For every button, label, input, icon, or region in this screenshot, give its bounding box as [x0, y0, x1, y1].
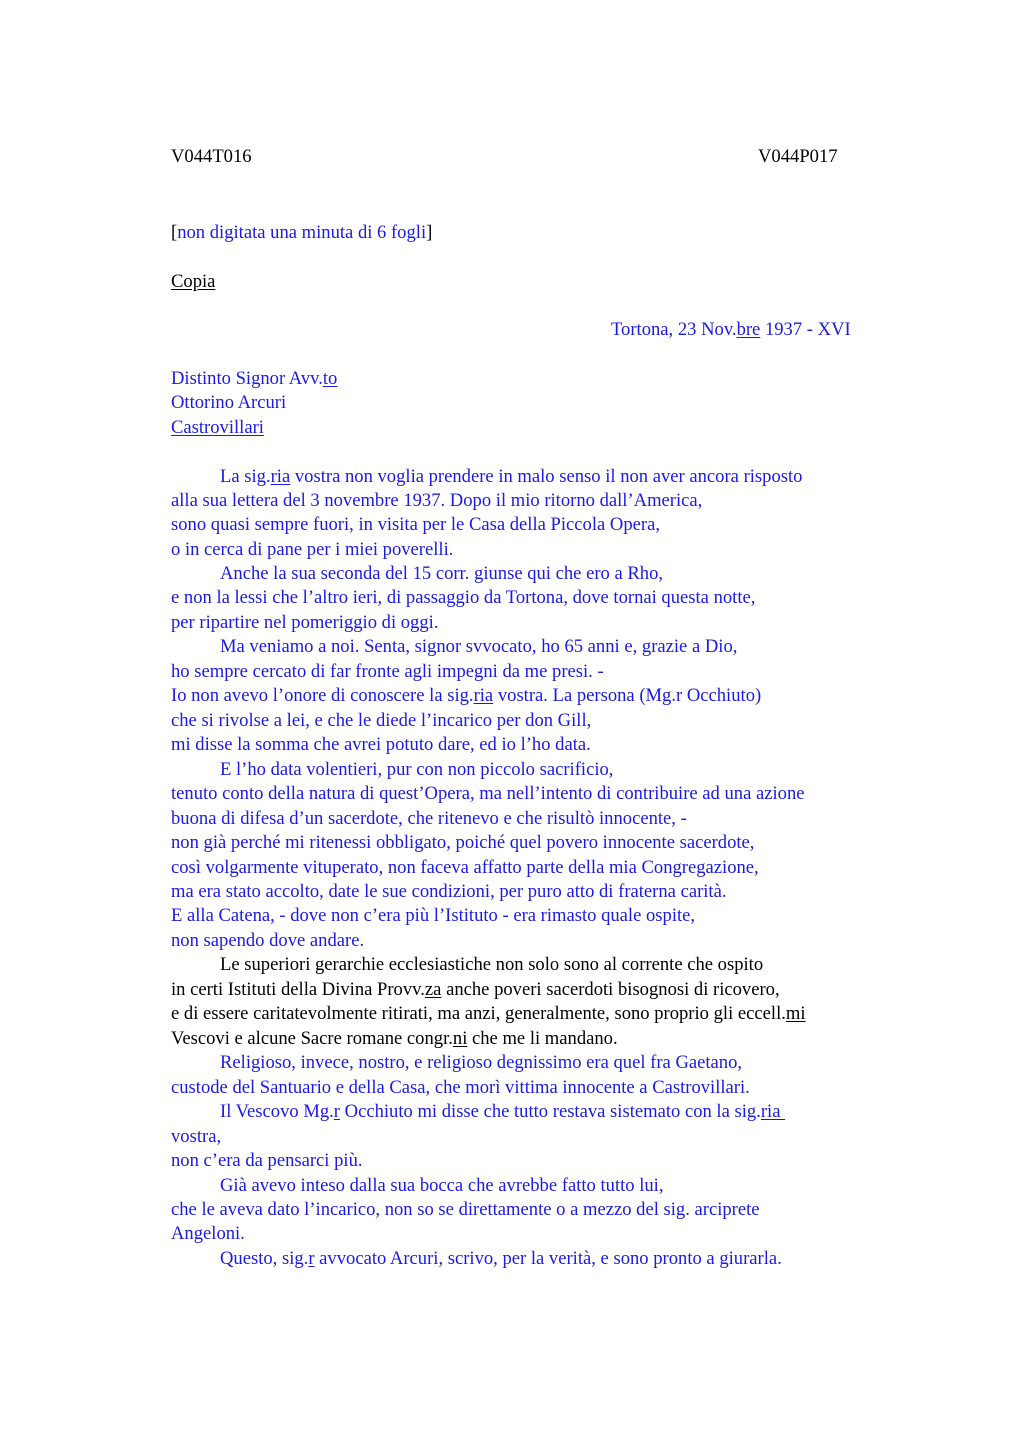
body-line: Angeloni. [171, 1223, 245, 1244]
editorial-note [171, 221, 432, 245]
address-line-1: Distinto Signor Avv.to [171, 368, 338, 389]
body-line: così volgarmente vituperato, non faceva affatto parte della mia Congregazione, [171, 857, 759, 878]
body-line: vostra, [171, 1126, 222, 1147]
dateline-abbrev: bre [736, 319, 761, 340]
body-line: Anche la sua seconda del 15 corr. giunse qui che ero a Rho, [220, 563, 664, 584]
body-line: ho sempre cercato di far fronte agli impegni da me presi. - [171, 661, 604, 682]
address-line-3: Castrovillari [171, 417, 264, 438]
body-line: E l’ho data volentieri, pur con non piccolo sacrificio, [220, 759, 614, 780]
document-code-right: V044P017 [758, 146, 838, 167]
body-line: custode del Santuario e della Casa, che morì vittima innocente a Castrovillari. [171, 1077, 750, 1098]
body-line: non c’era da pensarci più. [171, 1150, 363, 1171]
body-line: non già perché mi ritenessi obbligato, poiché quel povero innocente sacerdote, [171, 832, 755, 853]
body-line: mi disse la somma che avrei potuto dare, ed io l’ho data. [171, 734, 591, 755]
body-line: buona di difesa d’un sacerdote, che ritenevo e che risultò innocente, - [171, 808, 687, 829]
body-line: e non la lessi che l’altro ieri, di passaggio da Tortona, dove tornai questa notte, [171, 587, 756, 608]
body-line: La sig.ria vostra non voglia prendere in malo senso il non aver ancora risposto [220, 466, 803, 487]
body-line: che le aveva dato l’incarico, non so se direttamente o a mezzo del sig. arciprete [171, 1199, 760, 1220]
dateline [611, 318, 851, 342]
address-line-2: Ottorino Arcuri [171, 392, 287, 413]
copia-label: Copia [171, 271, 216, 292]
body-line: per ripartire nel pomeriggio di oggi. [171, 612, 439, 633]
note-bracket-open: [ [171, 222, 178, 243]
body-line: ma era stato accolto, date le sue condizioni, per puro atto di fraterna carità. [171, 881, 727, 902]
body-line: Religioso, invece, nostro, e religioso degnissimo era quel fra Gaetano, [220, 1052, 743, 1073]
body-line: tenuto conto della natura di quest’Opera, ma nell’intento di contribuire ad una azione [171, 783, 805, 804]
body-line: Il Vescovo Mg.r Occhiuto mi disse che tutto restava sistemato con la sig.ria [220, 1101, 786, 1122]
body-line: Vescovi e alcune Sacre romane congr.ni che me li mandano. [171, 1028, 618, 1049]
body-line: non sapendo dove andare. [171, 930, 365, 951]
body-line: sono quasi sempre fuori, in visita per le Casa della Piccola Opera, [171, 514, 660, 535]
note-text: non digitata una minuta di 6 fogli [177, 222, 427, 243]
body-line: Ma veniamo a noi. Senta, signor svvocato, ho 65 anni e, grazie a Dio, [220, 636, 738, 657]
body-line: che si rivolse a lei, e che le diede l’incarico per don Gill, [171, 710, 592, 731]
body-line: alla sua lettera del 3 novembre 1937. Dopo il mio ritorno dall’America, [171, 490, 703, 511]
body-line: e di essere caritatevolmente ritirati, ma anzi, generalmente, sono proprio gli eccell.mi [171, 1003, 806, 1024]
body-line: E alla Catena, - dove non c’era più l’Istituto - era rimasto quale ospite, [171, 905, 696, 926]
body-line: Questo, sig.r avvocato Arcuri, scrivo, per la verità, e sono pronto a giurarla. [220, 1248, 782, 1269]
body-line: Le superiori gerarchie ecclesiastiche non solo sono al corrente che ospito [220, 954, 764, 975]
body-line: in certi Istituti della Divina Provv.za anche poveri sacerdoti bisognosi di ricovero, [171, 979, 780, 1000]
document-code-left: V044T016 [171, 146, 252, 167]
note-bracket-close: ] [426, 222, 433, 243]
body-line: Io non avevo l’onore di conoscere la sig.ria vostra. La persona (Mg.r Occhiuto) [171, 685, 762, 706]
body-line: Già avevo inteso dalla sua bocca che avrebbe fatto tutto lui, [220, 1175, 664, 1196]
dateline-part: Tortona, 23 Nov. [611, 319, 737, 340]
dateline-part: 1937 - XVI [760, 319, 851, 340]
body-line: o in cerca di pane per i miei poverelli. [171, 539, 454, 560]
